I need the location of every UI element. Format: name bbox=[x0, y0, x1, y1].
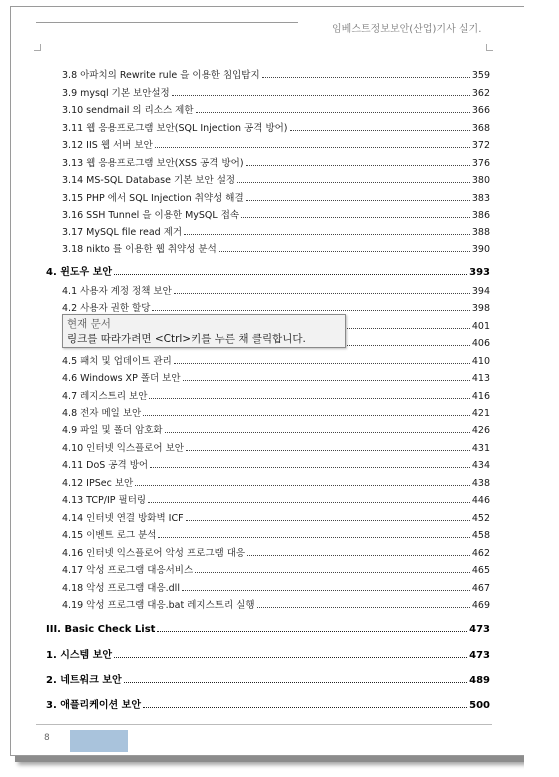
tooltip-title: 현재 문서 bbox=[67, 318, 111, 330]
link-tooltip bbox=[62, 314, 346, 348]
toc-entry[interactable]: 3.16 SSH Tunnel 을 이용한 MySQL 접속 386 bbox=[62, 210, 490, 221]
toc-entry[interactable]: 4.12 IPSec 보안 438 bbox=[62, 478, 490, 489]
toc-entry[interactable]: 3.11 웹 응용프로그램 보안(SQL Injection 공격 방어) 368 bbox=[62, 123, 490, 134]
toc-chapter[interactable]: 4. 윈도우 보안 393 bbox=[46, 267, 490, 278]
footer-highlight bbox=[70, 730, 128, 752]
toc-entry[interactable]: 4.11 DoS 공격 방어 434 bbox=[62, 460, 490, 471]
toc-chapter[interactable]: 1. 시스템 보안 473 bbox=[46, 650, 490, 661]
crop-mark-right bbox=[486, 44, 493, 51]
footer-rule bbox=[36, 724, 492, 725]
toc-entry[interactable]: 4.18 악성 프로그램 대응.dll 467 bbox=[62, 583, 490, 594]
toc-entry[interactable]: 4.2 사용자 권한 할당 398 bbox=[62, 303, 490, 314]
toc-entry[interactable]: 4.7 레지스트리 보안 416 bbox=[62, 391, 490, 402]
toc-entry[interactable]: 4.15 이벤트 로그 분석 458 bbox=[62, 530, 490, 541]
toc-entry[interactable]: 3.18 nikto 를 이용한 웹 취약성 분석 390 bbox=[62, 244, 490, 255]
toc-entry[interactable]: 4.16 인터넷 익스플로어 악성 프로그램 대응 462 bbox=[62, 548, 490, 559]
toc-entry[interactable]: 4.5 패치 및 업데이트 관리 410 bbox=[62, 356, 490, 367]
page-number: 8 bbox=[44, 733, 50, 743]
toc-entry[interactable]: 3.12 IIS 웹 서버 보안 372 bbox=[62, 140, 490, 151]
toc-entry[interactable]: 3.9 mysql 기본 보안설정 362 bbox=[62, 88, 490, 99]
toc-entry[interactable]: 4.17 악성 프로그램 대응서비스 465 bbox=[62, 565, 490, 576]
toc-entry[interactable]: 3.17 MySQL file read 제거 388 bbox=[62, 227, 490, 238]
toc-entry[interactable]: 3.10 sendmail 의 리소스 제한 366 bbox=[62, 105, 490, 116]
toc-entry[interactable]: 4.9 파일 및 폴더 암호화 426 bbox=[62, 425, 490, 436]
toc-entry[interactable]: 4.13 TCP/IP 필터링 446 bbox=[62, 495, 490, 506]
toc-entry[interactable]: 4.8 전자 메일 보안 421 bbox=[62, 408, 490, 419]
header-title: 임베스트정보보안(산업)기사 실기. bbox=[332, 24, 482, 35]
torn-edge bbox=[524, 0, 559, 777]
toc-entry[interactable]: 3.15 PHP 에서 SQL Injection 취약성 해결 383 bbox=[62, 193, 490, 204]
toc-entry[interactable]: 4.6 Windows XP 폴더 보안 413 bbox=[62, 373, 490, 384]
toc-entry[interactable]: 4.19 악성 프로그램 대응.bat 레지스트리 실행 469 bbox=[62, 600, 490, 611]
toc-entry[interactable]: 401 bbox=[62, 319, 490, 332]
toc-entry[interactable]: 4.10 인터넷 익스플로어 보안 431 bbox=[62, 443, 490, 454]
toc-entry[interactable]: 406 bbox=[62, 336, 490, 349]
header-rule bbox=[36, 22, 298, 23]
toc-entry[interactable]: 3.13 웹 응용프로그램 보안(XSS 공격 방어) 376 bbox=[62, 158, 490, 169]
crop-mark-left bbox=[34, 44, 41, 51]
toc-chapter[interactable]: 2. 네트워크 보안 489 bbox=[46, 675, 490, 686]
tooltip-hint: 링크를 따라가려면 <Ctrl>키를 누른 채 클릭합니다. bbox=[67, 333, 306, 345]
toc-chapter[interactable]: III. Basic Check List 473 bbox=[46, 624, 490, 635]
toc-entry[interactable]: 3.8 아파치의 Rewrite rule 을 이용한 침입탐지 359 bbox=[62, 70, 490, 81]
toc-entry[interactable]: 3.14 MS-SQL Database 기본 보안 설정 380 bbox=[62, 175, 490, 186]
toc-chapter[interactable]: 3. 애플리케이션 보안 500 bbox=[46, 700, 490, 711]
toc-entry[interactable]: 4.14 인터넷 연결 방화벽 ICF 452 bbox=[62, 513, 490, 524]
toc-entry[interactable]: 4.1 사용자 계정 정책 보안 394 bbox=[62, 286, 490, 297]
